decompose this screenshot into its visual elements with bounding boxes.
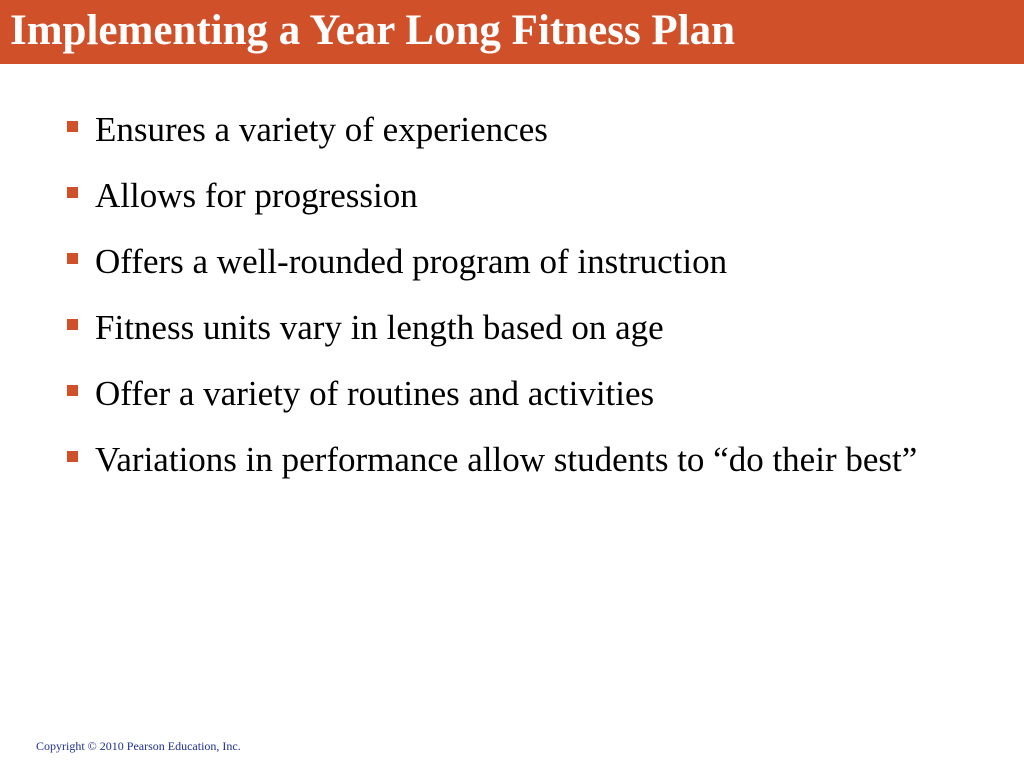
list-item [64,438,964,482]
square-bullet-icon [67,451,78,462]
square-bullet-icon [67,253,78,264]
square-bullet-icon [67,319,78,330]
bullet-list [64,108,964,504]
square-bullet-icon [67,385,78,396]
square-bullet-icon [67,187,78,198]
bullet-text: Offer a variety of routines and activities [95,374,655,413]
copyright-footer: Copyright © 2010 Pearson Education, Inc. [36,739,241,753]
title-bar [0,0,1024,64]
list-item [64,108,964,152]
square-bullet-icon [67,121,78,132]
list-item [64,240,964,284]
list-item [64,306,964,350]
list-item [64,174,964,218]
list-item [64,372,964,416]
bullet-text: Offers a well-rounded program of instruction [95,242,728,281]
bullet-text: Allows for progression [95,176,418,215]
bullet-text: Variations in performance allow students to “do their best” [95,440,918,479]
bullet-text: Ensures a variety of experiences [95,110,548,149]
bullet-text: Fitness units vary in length based on age [95,308,664,347]
page-title: Implementing a Year Long Fitness Plan [10,7,736,54]
